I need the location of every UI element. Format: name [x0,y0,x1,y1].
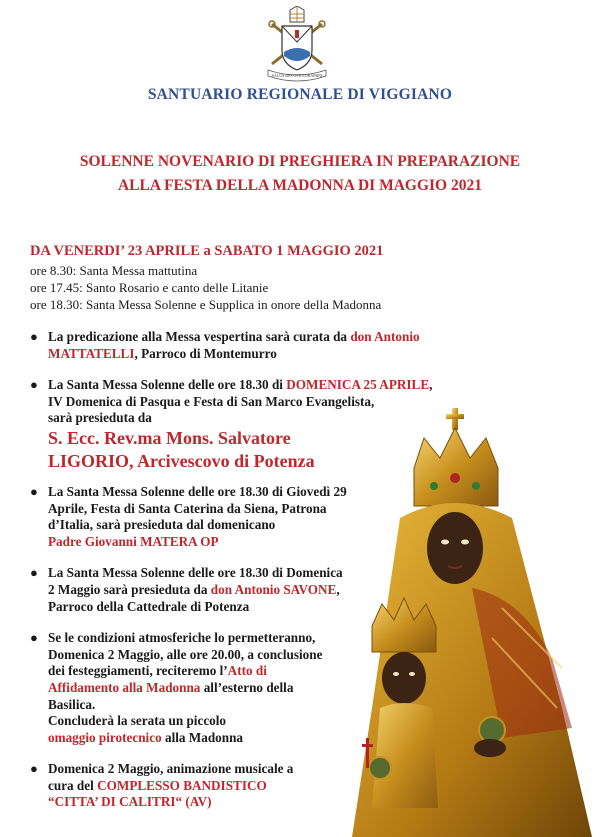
bullet-icon: ● [30,377,38,393]
schedule-line: ore 18.30: Santa Messa Solenne e Supplica in onore della Madonna [30,297,382,312]
title-line-1: SOLENNE NOVENARIO DI PREGHIERA IN PREPARAZIONE [79,153,521,170]
madonna-statue-image [352,408,600,837]
bullet-icon: ● [30,483,38,499]
schedule-line: ore 8.30: Santa Messa mattutina [30,263,198,278]
list-item: ● Domenica 2 Maggio, animazione musicale a cura del COMPLESSO BANDISTICO “CITTA’ DI CALITRI“ (AV) [30,761,294,810]
daily-schedule [30,262,381,313]
schedule-line: ore 17.45: Santo Rosario e canto delle Litanie [30,280,269,295]
crest-motto: SALUS DEVOTE LORAMINI [271,73,323,78]
bullet-icon: ● [30,329,38,344]
list-item: ● La Santa Messa Solenne delle ore 18.30 di Giovedì 29 Aprile, Festa di Santa Caterina da Siena, Patrona d’Italia, sarà presieduta dal domenicano Padre Giovanni MATERA OP [30,483,347,549]
coat-of-arms-icon [262,6,332,82]
sanctuary-name: SANTUARIO REGIONALE DI VIGGIANO [147,86,453,103]
novena-title [0,150,600,198]
list-item: ● La Santa Messa Solenne delle ore 18.30 di DOMENICA 25 APRILE, IV Domenica di Pasqua e Festa di San Marco Evangelista, sarà presieduta da S. Ecc. Rev.ma Mons. Salvatore LIGORIO, Arcivescovo di Potenza [30,377,433,471]
list-item: ● La predicazione alla Messa vespertina sarà curata da don Antonio MATTATELLI, Parroco di Montemurro [30,329,420,361]
date-range: DA VENERDI’ 23 APRILE a SABATO 1 MAGGIO 2021 [30,243,384,259]
list-item: ● Se le condizioni atmosferiche lo permetteranno, Domenica 2 Maggio, alle ore 20.00, a conclusione dei festeggiamenti, reciteremo l’Atto di Affidamento alla Madonna all’esterno della Basilica. Concluderà la serata un piccolo omaggio pirotecnico alla Madonna [30,630,323,745]
title-line-2: ALLA FESTA DELLA MADONNA DI MAGGIO 2021 [117,177,482,194]
bullet-icon: ● [30,761,38,777]
bullet-icon: ● [30,565,38,581]
bullet-icon: ● [30,630,38,646]
list-item: ● La Santa Messa Solenne delle ore 18.30 di Domenica 2 Maggio sarà presieduta da don Antonio SAVONE, Parroco della Cattedrale di Potenza [30,565,343,614]
